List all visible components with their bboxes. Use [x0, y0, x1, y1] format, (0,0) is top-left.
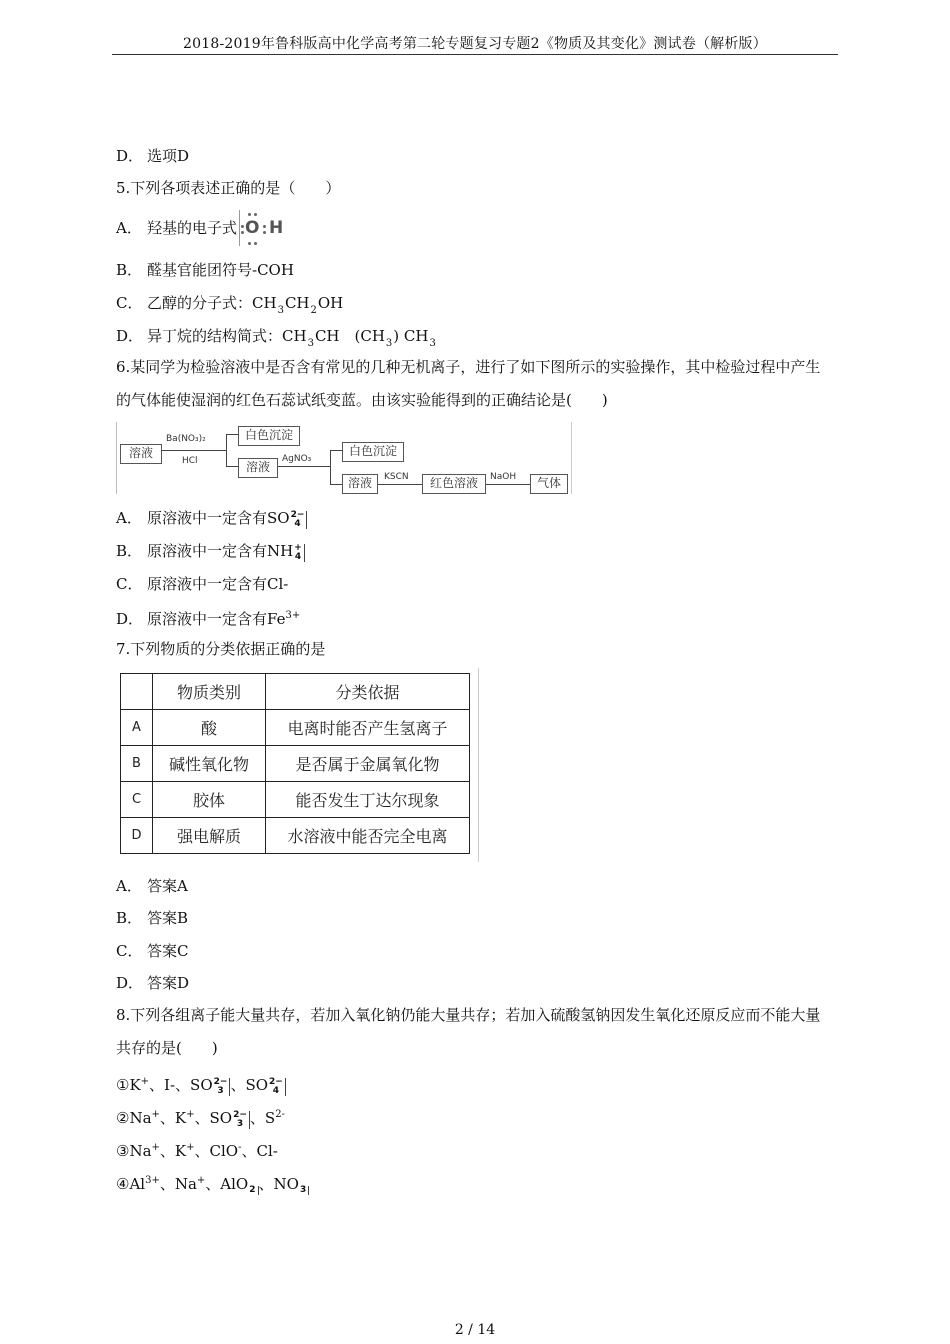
- option-text: 羟基的电子式: [147, 219, 238, 237]
- ion-subscript: 3: [217, 1086, 224, 1096]
- flow-box-red-solution: 红色溶液: [422, 474, 486, 494]
- table-cell: B: [121, 746, 153, 782]
- ion-charge: 2−: [290, 510, 305, 520]
- table-cell: A: [121, 710, 153, 746]
- ion-subscript: 4: [272, 1086, 280, 1096]
- option-letter: A．: [116, 219, 142, 237]
- ion-charge: 2−: [213, 1077, 228, 1087]
- option-text: 答案A: [147, 877, 188, 895]
- flow-reagent-agno3: AgNO₃: [282, 454, 312, 464]
- subscript: 3: [429, 338, 436, 349]
- superscript: 3+: [145, 1175, 160, 1186]
- flow-arrow: [486, 484, 530, 485]
- option-text: OH: [317, 294, 344, 312]
- superscript: +: [151, 1142, 160, 1153]
- option-letter: C．: [116, 294, 143, 312]
- table-cell: 水溶液中能否完全电离: [266, 818, 470, 854]
- option-text: 答案B: [147, 909, 189, 927]
- table-cell: 是否属于金属氧化物: [266, 746, 470, 782]
- ion-text: 、AlO: [205, 1175, 249, 1193]
- flow-arrow: [278, 466, 330, 467]
- option-text: ) CH: [393, 327, 429, 345]
- ion-subscript: 4: [294, 552, 302, 562]
- option-letter: B．: [116, 261, 143, 279]
- superscript: 2-: [275, 1109, 285, 1120]
- table-cell: C: [121, 782, 153, 818]
- option-text: 醛基官能团符号-COH: [147, 261, 294, 279]
- table-row: [121, 782, 470, 818]
- option-letter: D．: [116, 974, 144, 992]
- q5-option-b: [116, 260, 294, 280]
- ion-text: ③Na: [116, 1142, 152, 1160]
- option-text: 原溶液中一定含有NH: [147, 542, 294, 560]
- ion-text: 、K: [159, 1142, 187, 1160]
- ion-charge: 2−: [233, 1110, 247, 1120]
- flow-box-solution-2: 溶液: [238, 458, 278, 478]
- q6-stem: 6.某同学为检验溶液中是否含有常见的几种无机离子，进行了如下图所示的实验操作，其中检验过程中产生的气体能使湿润的红色石蕊试纸变蓝。由该实验能得到的正确结论是( ): [116, 358, 821, 409]
- ion-subscript: 3: [299, 1185, 307, 1195]
- superscript: +: [140, 1076, 150, 1087]
- classification-table: [120, 673, 470, 854]
- q5-option-c: [116, 293, 343, 321]
- q6-option-a: [116, 508, 307, 529]
- ion-charge-box: [249, 1186, 258, 1195]
- option-letter: B．: [116, 909, 143, 927]
- option-letter: A．: [116, 877, 142, 895]
- table-cell: 电离时能否产生氢离子: [266, 710, 470, 746]
- q8-group-4: [116, 1171, 309, 1195]
- q8-stem: 8.下列各组离子能大量共存，若加入氧化钠仍能大量共存；若加入硫酸氢钠因发生氧化还原反应而不能大量共存的是( ): [116, 1006, 821, 1057]
- superscript: +: [186, 1109, 195, 1120]
- option-letter: A．: [116, 509, 142, 527]
- superscript: +: [151, 1109, 160, 1120]
- ion-text: ②Na: [116, 1109, 152, 1127]
- ion-text: 、NO: [258, 1175, 299, 1193]
- flow-arrow: [226, 434, 238, 435]
- q8-group-1: [116, 1072, 286, 1096]
- ion-charge-box: [233, 1111, 250, 1129]
- flow-reagent-naoh: NaOH: [490, 472, 517, 482]
- lewis-hydrogen: H: [269, 218, 284, 238]
- header-divider: [112, 54, 838, 55]
- flow-box-solution-3: 溶液: [342, 474, 378, 494]
- ion-text: 、I-、SO: [149, 1076, 213, 1094]
- ion-charge: +: [294, 543, 302, 553]
- q6-option-c: [116, 574, 288, 594]
- table-cell: 强电解质: [153, 818, 266, 854]
- ion-text: ①K: [116, 1076, 141, 1094]
- table-row: [121, 818, 470, 854]
- option-letter: D．: [116, 327, 144, 345]
- q8-group-2: [116, 1105, 285, 1129]
- ion-subscript: 2: [249, 1185, 256, 1195]
- ion-text: 、Cl-: [241, 1142, 278, 1160]
- option-letter: B．: [116, 542, 143, 560]
- q7-option-c: [116, 941, 188, 961]
- page-header: 2018-2019年鲁科版高中化学高考第二轮专题复习专题2《物质及其变化》测试卷（解析版）: [183, 36, 767, 52]
- flow-box-solution: 溶液: [120, 444, 162, 464]
- q7-option-b: [116, 908, 188, 928]
- flow-reagent-kscn: KSCN: [384, 472, 409, 482]
- ion-text: 、Na: [159, 1175, 197, 1193]
- q5-stem: 5.下列各项表述正确的是（ ）: [116, 179, 341, 197]
- flow-box-white-ppt-2: 白色沉淀: [342, 442, 404, 462]
- option-letter: D．: [116, 610, 144, 628]
- subscript: 3: [385, 338, 393, 349]
- flow-box-gas: 气体: [530, 474, 568, 494]
- table-header-cell: 分类依据: [266, 674, 470, 710]
- q7-option-d: [116, 973, 189, 993]
- flow-branch: [226, 434, 227, 466]
- ion-charge: 2−: [269, 1077, 283, 1087]
- table-cell: 能否发生丁达尔现象: [266, 782, 470, 818]
- q5-option-d: [116, 326, 437, 354]
- flow-arrow: [330, 484, 342, 485]
- table-header-cell: [121, 674, 153, 710]
- ion-text: 、K: [159, 1109, 187, 1127]
- q7-stem: 7.下列物质的分类依据正确的是: [116, 640, 326, 658]
- table-row: [121, 746, 470, 782]
- ion-charge-box: [300, 1186, 309, 1195]
- ion-text: 、SO: [230, 1076, 269, 1094]
- option-text: 选项D: [147, 147, 190, 165]
- table-header-cell: 物质类别: [153, 674, 266, 710]
- superscript: 3+: [285, 610, 301, 621]
- flow-reagent-bano3: Ba(NO₃)₂: [166, 434, 206, 444]
- q4-option-d: [116, 146, 189, 166]
- q6-option-b: [116, 541, 305, 562]
- option-letter: D．: [116, 147, 144, 165]
- table-row: [121, 710, 470, 746]
- table-cell: 碱性氧化物: [153, 746, 266, 782]
- page-number: 2 / 14: [454, 1322, 496, 1338]
- table-cell: D: [121, 818, 153, 854]
- q7-option-a: [116, 876, 188, 896]
- table-cell: 胶体: [153, 782, 266, 818]
- option-text: 原溶液中一定含有Cl-: [147, 575, 289, 593]
- option-text: 原溶液中一定含有SO: [147, 509, 290, 527]
- ion-text: 、ClO: [194, 1142, 239, 1160]
- table-header-row: [121, 674, 470, 710]
- option-text: 答案C: [147, 942, 189, 960]
- option-letter: C．: [116, 575, 143, 593]
- option-text: CH: [284, 294, 310, 312]
- superscript: +: [186, 1142, 195, 1153]
- table-cell: 酸: [153, 710, 266, 746]
- option-letter: C．: [116, 942, 143, 960]
- superscript: -: [238, 1142, 242, 1153]
- ion-charge-box: [291, 511, 308, 529]
- q5-option-a: [116, 210, 289, 248]
- ion-subscript: 3: [236, 1119, 244, 1129]
- superscript: +: [196, 1175, 206, 1186]
- option-text: 乙醇的分子式：CH: [147, 294, 277, 312]
- ion-charge-box: [294, 544, 305, 562]
- experiment-flow-diagram: [116, 422, 572, 496]
- option-text: 答案D: [147, 974, 190, 992]
- hydroxyl-electron-formula-image: [239, 210, 289, 248]
- option-text: CH (CH: [314, 327, 385, 345]
- flow-branch: [330, 450, 331, 484]
- flow-arrow: [330, 450, 342, 451]
- ion-subscript: 4: [294, 519, 301, 529]
- option-text: 异丁烷的结构简式：CH: [147, 327, 307, 345]
- flow-arrow: [226, 466, 238, 467]
- flow-arrow: [162, 450, 226, 451]
- ion-text: 、SO: [194, 1109, 233, 1127]
- subscript: 3: [277, 305, 284, 316]
- subscript: 3: [307, 338, 314, 349]
- lewis-oxygen: O: [245, 218, 260, 238]
- flow-box-white-ppt-1: 白色沉淀: [238, 426, 300, 446]
- ion-text: ④Al: [116, 1175, 146, 1193]
- option-text: 原溶液中一定含有Fe: [147, 610, 286, 628]
- ion-charge-box: [269, 1078, 286, 1096]
- q8-group-3: [116, 1138, 278, 1161]
- q6-option-d: [116, 606, 300, 629]
- ion-text: 、S: [249, 1109, 276, 1127]
- subscript: 2: [310, 305, 317, 316]
- flow-arrow: [378, 484, 422, 485]
- ion-charge-box: [214, 1078, 231, 1096]
- flow-reagent-hcl: HCl: [182, 456, 198, 466]
